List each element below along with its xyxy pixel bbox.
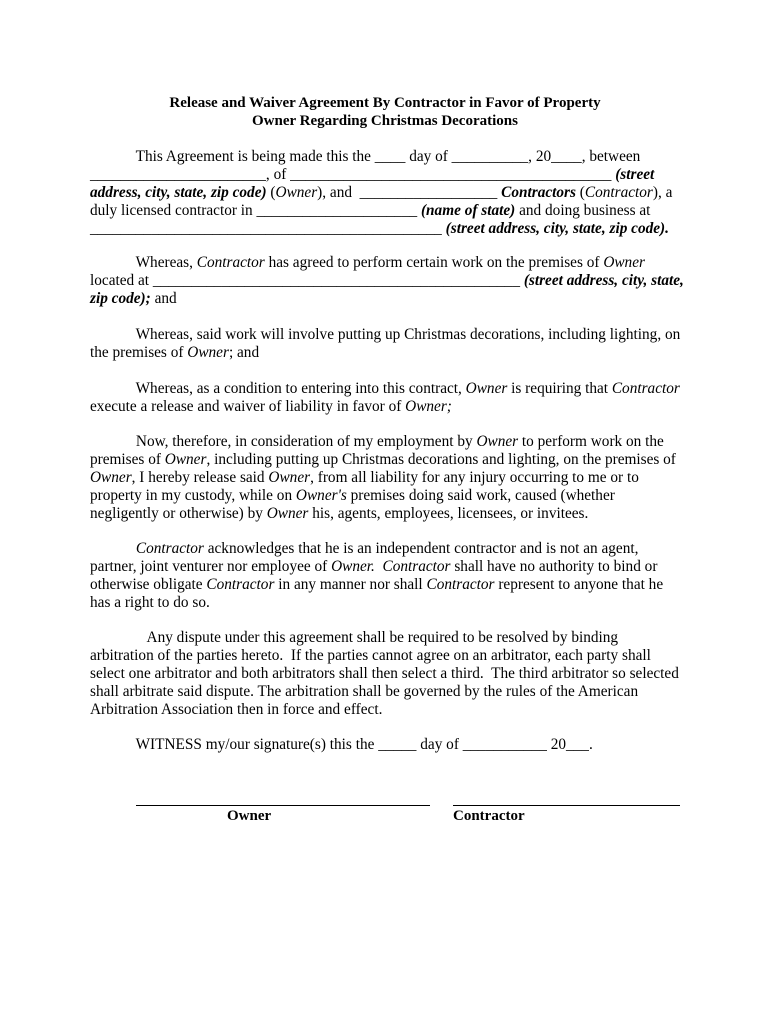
text-segment: Owner [465,380,508,397]
text-segment: Contractor [135,540,204,557]
text-segment: Contractor [611,380,680,397]
paragraph-7 [90,629,679,719]
text-segment: (name of state) [420,202,516,219]
text-segment: WITNESS my/our signature(s) this the _____ day of ___________ 20___. [90,736,593,753]
text-line [90,290,684,308]
text-line [90,398,680,416]
text-line [90,629,679,647]
text-segment: Whereas, said work will involve putting up Christmas decorations, including lighting, on [90,326,681,343]
text-line [90,576,663,594]
text-line [90,683,679,701]
text-line [90,148,672,166]
text-segment: partner, joint venturer nor employee of [90,558,332,575]
text-line [90,184,672,202]
text-line [90,220,672,238]
text-segment: ( [266,184,276,201]
text-segment: Owner [266,505,309,522]
text-segment: located at ________________________________________________ [90,272,524,289]
text-segment: (street [615,166,655,183]
text-segment: shall arbitrate said dispute. The arbitration shall be governed by the rules of the American [90,683,639,700]
text-segment: Owner [164,451,207,468]
paragraph-8 [90,736,593,754]
text-segment: , from all liability for any injury occurring to me or to [310,469,639,486]
owner-signature-line[interactable] [136,805,430,806]
text-segment: Whereas, [90,254,197,271]
contractor-label: Contractor [453,808,525,824]
text-segment: Any dispute under this agreement shall be required to be resolved by binding [90,629,619,646]
text-segment: premises of [90,451,165,468]
text-line [90,344,680,362]
text-segment: ; and [228,344,260,361]
text-segment: otherwise obligate [90,576,207,593]
text-line [90,665,679,683]
owner-label: Owner [227,808,272,824]
text-segment: Contractors [501,184,576,201]
text-segment: Owner's [295,487,347,504]
title-line-2: Owner Regarding Christmas Decorations [252,113,518,129]
paragraph-6 [90,540,663,612]
text-segment: Owner; [405,398,452,415]
paragraph-1 [90,148,672,238]
text-segment: ______________________________________________ [90,220,446,237]
text-segment: property in my custody, while on [90,487,296,504]
text-line [90,701,679,719]
text-segment: Contractor [584,184,653,201]
text-segment: Arbitration Association then in force and effect. [90,701,383,718]
text-segment: ( [575,184,585,201]
text-segment: (street address, city, state, zip code). [445,220,669,237]
text-line [90,469,676,487]
text-segment: represent to anyone that he [494,576,664,593]
text-segment: Now, therefore, in consideration of my employment by [90,433,477,450]
text-line [90,594,663,612]
paragraph-2 [90,254,684,308]
text-segment: Contractor [382,558,451,575]
text-segment: address, city, state, zip code) [90,184,267,201]
text-segment: Owner [603,254,645,271]
text-segment: is requiring that [507,380,612,397]
text-line [90,433,676,451]
text-segment: in any manner nor shall [274,576,427,593]
text-segment [375,558,383,575]
text-line [90,647,679,665]
text-line [90,487,676,505]
paragraph-3 [90,326,680,362]
text-segment: the premises of [90,344,188,361]
text-segment: and doing business at [515,202,651,219]
document-title [0,94,770,130]
text-segment: arbitration of the parties hereto. If the parties cannot agree on an arbitrator, each party shall [90,647,651,664]
text-line [90,540,663,558]
text-segment: shall have no authority to bind or [450,558,658,575]
text-segment: , I hereby release said [131,469,269,486]
text-segment: zip code); [90,290,151,307]
text-segment: acknowledges that he is an independent contractor and is not an agent, [203,540,639,557]
text-segment: ), and __________________ [317,184,502,201]
text-segment: Owner. [331,558,375,575]
text-segment: Contractor [196,254,265,271]
text-line [90,272,684,290]
text-segment: Owner [275,184,318,201]
text-line [90,202,672,220]
text-line [90,326,680,344]
text-segment: premises doing said work, caused (whether [346,487,615,504]
text-segment: Whereas, as a condition to entering into this contract, [90,380,466,397]
text-segment: has a right to do so. [90,594,210,611]
text-segment: _______________________, of __________________________________________ [90,166,616,183]
text-segment: Contractor [206,576,275,593]
text-segment: and [150,290,177,307]
text-segment [90,540,136,557]
text-segment: (street address, city, state, [523,272,684,289]
text-segment: This Agreement is being made this the ____ day of __________, 20____, between [90,148,641,165]
contractor-signature-line[interactable] [453,805,680,806]
text-line [90,558,663,576]
text-segment: duly licensed contractor in _____________________ [90,202,421,219]
title-line-1: Release and Waiver Agreement By Contractor in Favor of Property [169,95,601,111]
text-line [90,736,593,754]
text-line [90,505,676,523]
text-segment: Owner [268,469,311,486]
text-segment: Owner [476,433,519,450]
text-segment: ), a [652,184,673,201]
text-line [90,451,676,469]
text-segment: select one arbitrator and both arbitrators shall then select a third. The third arbitrator so selected [90,665,679,682]
text-segment: Owner [90,469,132,486]
text-segment: Owner [187,344,229,361]
text-segment: his, agents, employees, licensees, or invitees. [308,505,589,522]
text-line [90,166,672,184]
text-segment: execute a release and waiver of liability in favor of [90,398,406,415]
text-segment: has agreed to perform certain work on the premises of [264,254,604,271]
text-segment: negligently or otherwise) by [90,505,267,522]
text-line [90,380,680,398]
text-segment: Contractor [426,576,495,593]
text-segment: , including putting up Christmas decorations and lighting, on the premises of [206,451,676,468]
text-line [90,254,684,272]
paragraph-4 [90,380,680,416]
text-segment: to perform work on the [518,433,664,450]
paragraph-5 [90,433,676,523]
